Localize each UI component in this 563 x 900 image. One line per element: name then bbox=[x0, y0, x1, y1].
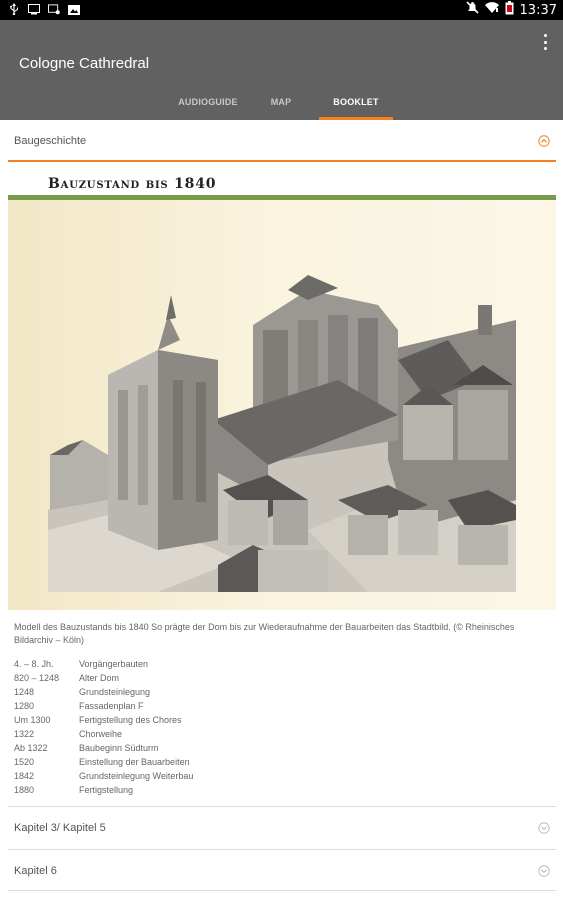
timeline-row bbox=[14, 687, 414, 701]
timeline-row bbox=[14, 729, 414, 743]
mute-icon bbox=[466, 1, 479, 19]
section-title: Kapitel 3/ Kapitel 5 bbox=[14, 822, 106, 834]
timeline-row bbox=[14, 715, 414, 729]
timeline-row bbox=[14, 785, 414, 799]
screenshot-icon bbox=[28, 3, 40, 15]
tab-booklet[interactable]: BOOKLET bbox=[333, 97, 379, 107]
timeline-event: Fertigstellung bbox=[79, 785, 134, 795]
timeline-event: Grundsteinlegung Weiterbau bbox=[79, 771, 194, 781]
overflow-menu-icon[interactable] bbox=[541, 34, 549, 50]
cast-icon bbox=[48, 3, 60, 15]
timeline-list bbox=[14, 659, 414, 799]
timeline-date: 1520 bbox=[14, 757, 35, 767]
timeline-event: Vorgängerbauten bbox=[79, 659, 149, 669]
clock: 13:37 bbox=[519, 2, 557, 18]
chevron-down-circle-icon[interactable] bbox=[538, 864, 550, 876]
timeline-row bbox=[14, 771, 414, 785]
usb-icon bbox=[8, 3, 20, 15]
timeline-row bbox=[14, 659, 414, 673]
battery-icon bbox=[505, 1, 514, 20]
timeline-event: Grundsteinlegung bbox=[79, 687, 151, 697]
timeline-event: Baubeginn Südturm bbox=[79, 743, 159, 753]
photo-caption: Modell des Bauzustands bis 1840 So prägte der Dom bis zur Wiederaufnahme der Bauarbeiten das Stadtbild. (© Rheinisches Bildarchiv – Köln) bbox=[14, 622, 515, 645]
timeline-date: 820 – 1248 bbox=[14, 673, 60, 683]
status-bar bbox=[0, 0, 563, 20]
timeline-event: Fassadenplan F bbox=[79, 701, 144, 711]
wifi-icon bbox=[485, 1, 499, 19]
timeline-date: 1322 bbox=[14, 729, 35, 739]
app-title: Cologne Cathredral bbox=[19, 55, 150, 72]
tab-audioguide[interactable]: AUDIOGUIDE bbox=[178, 97, 238, 107]
timeline-date: 4. – 8. Jh. bbox=[14, 659, 54, 669]
timeline-row bbox=[14, 743, 414, 757]
timeline-date: 1280 bbox=[14, 701, 35, 711]
section-title: Kapitel 6 bbox=[14, 865, 57, 877]
photo-icon bbox=[68, 3, 80, 15]
app-bar bbox=[0, 20, 563, 120]
timeline-event: Chorweihe bbox=[79, 729, 123, 739]
tab-map[interactable]: MAP bbox=[270, 97, 292, 107]
chevron-up-circle-icon[interactable] bbox=[538, 134, 550, 146]
timeline-event: Einstellung der Bauarbeiten bbox=[79, 757, 190, 767]
tab-bar bbox=[0, 90, 563, 120]
timeline-row bbox=[14, 701, 414, 715]
timeline-date: 1842 bbox=[14, 771, 35, 781]
cathedral-model-photo bbox=[8, 200, 556, 610]
timeline-row bbox=[14, 757, 414, 771]
timeline-event: Fertigstellung des Chores bbox=[79, 715, 182, 725]
section-title: Baugeschichte bbox=[14, 135, 87, 147]
timeline-date: Ab 1322 bbox=[14, 743, 48, 753]
timeline-row bbox=[14, 673, 414, 687]
section-kapitel-3-5[interactable] bbox=[8, 806, 556, 848]
timeline-date: 1248 bbox=[14, 687, 35, 697]
timeline-date: 1880 bbox=[14, 785, 35, 795]
section-baugeschichte-header[interactable] bbox=[8, 120, 556, 162]
booklet-heading: Bauzustand bis 1840 bbox=[48, 176, 217, 192]
timeline-event: Alter Dom bbox=[79, 673, 120, 683]
section-kapitel-6[interactable] bbox=[8, 849, 556, 891]
timeline-date: Um 1300 bbox=[14, 715, 51, 725]
chevron-down-circle-icon[interactable] bbox=[538, 821, 550, 833]
